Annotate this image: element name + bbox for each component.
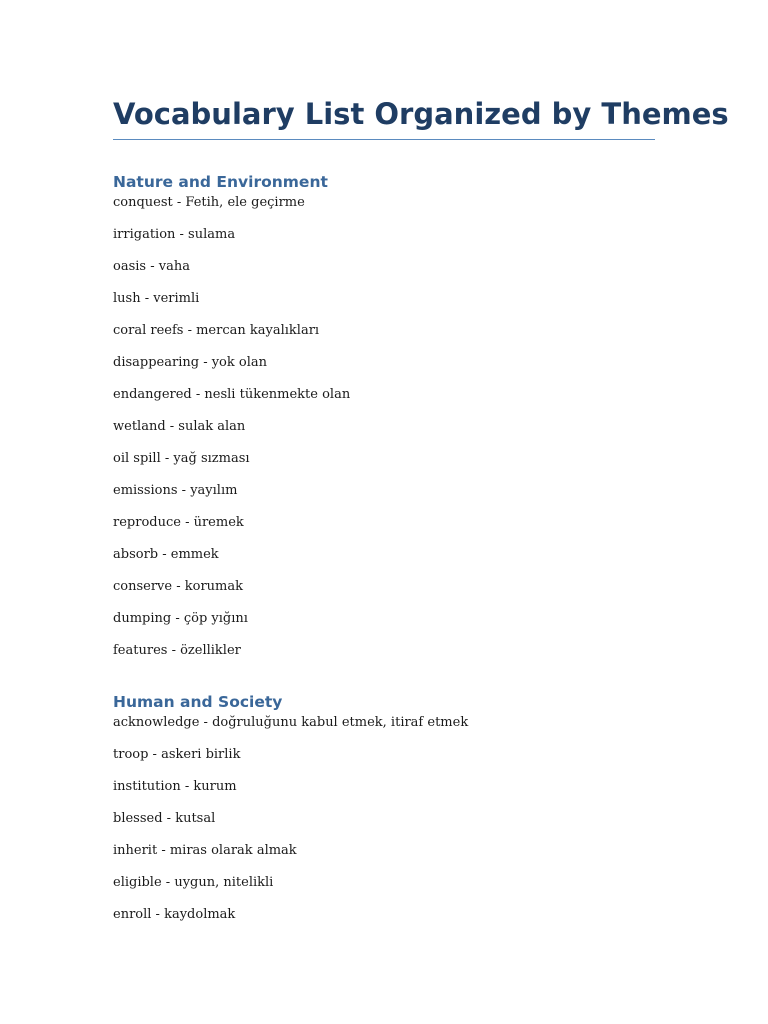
vocab-entry: acknowledge - doğruluğunu kabul etmek, itiraf etmek [113,715,469,730]
vocab-entry: wetland - sulak alan [113,419,246,434]
vocab-entry: endangered - nesli tükenmekte olan [113,387,351,402]
vocab-entry: oasis - vaha [113,259,190,274]
document-title: Vocabulary List Organized by Themes [113,92,655,140]
vocab-entry: eligible - uygun, nitelikli [113,875,274,890]
vocab-entry: features - özellikler [113,643,241,658]
vocab-entry: inherit - miras olarak almak [113,843,297,858]
vocab-entry: reproduce - üremek [113,515,244,530]
section-heading-society: Human and Society [113,693,283,711]
vocab-entry: coral reefs - mercan kayalıkları [113,323,320,338]
vocab-entry: institution - kurum [113,779,237,794]
vocab-entry: enroll - kaydolmak [113,907,236,922]
document-page [113,92,729,923]
vocab-entry: irrigation - sulama [113,227,236,242]
vocab-entry: dumping - çöp yığını [113,611,248,626]
vocab-entry: absorb - emmek [113,547,219,562]
section-entries-society [113,715,655,923]
vocab-entry: lush - verimli [113,291,200,306]
vocab-entry: oil spill - yağ sızması [113,451,250,466]
vocab-entry: emissions - yayılım [113,483,238,498]
section-entries-nature [113,195,655,659]
vocab-entry: conquest - Fetih, ele geçirme [113,195,305,210]
vocab-entry: conserve - korumak [113,579,243,594]
vocab-entry: blessed - kutsal [113,811,216,826]
section-heading-nature: Nature and Environment [113,173,328,191]
vocab-entry: troop - askeri birlik [113,747,241,762]
vocab-entry: disappearing - yok olan [113,355,268,370]
